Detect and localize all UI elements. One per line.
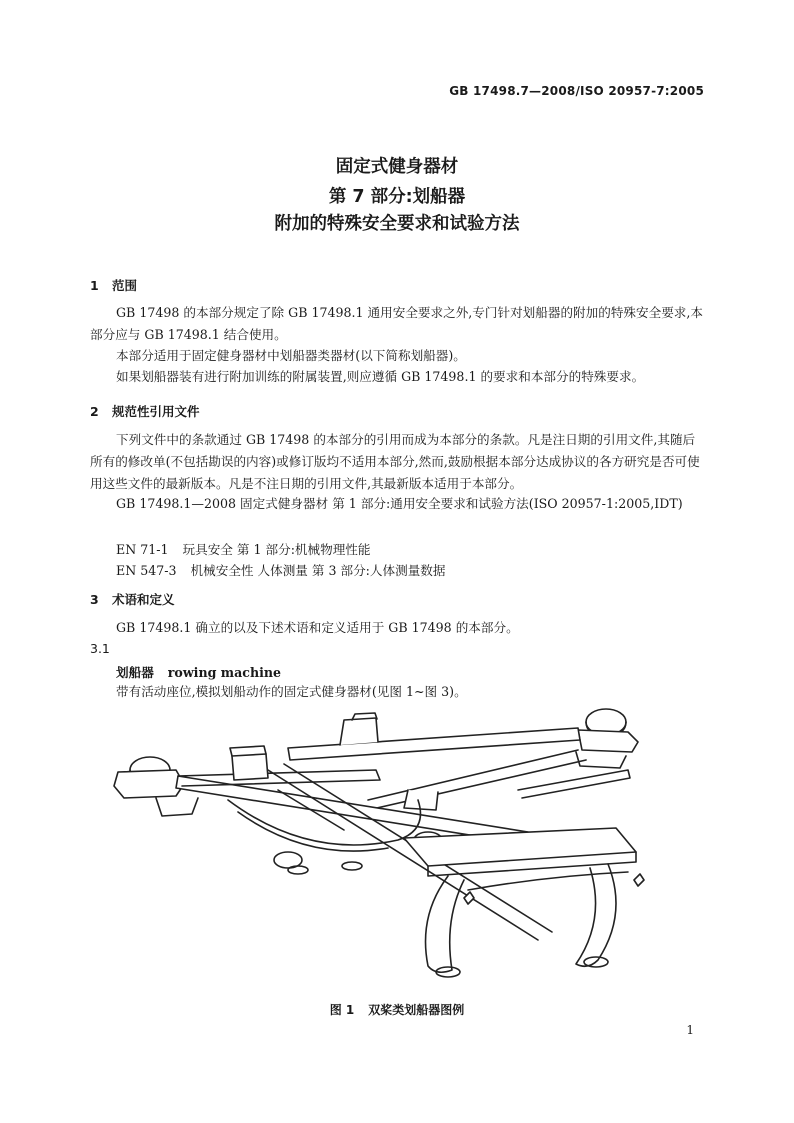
section-3-heading [90,590,175,608]
section-1-title: 范围 [112,278,138,293]
section-1-number: 1 [90,278,99,293]
section-2-paragraph-1: 下列文件中的条款通过 GB 17498 的本部分的引用而成为本部分的条款。凡是注日期的引用文件,其随后所有的修改单(不包括勘误的内容)或修订版均不适用本部分,然而,鼓励根据本部分达成协议的各方研究是否可使用这些文件的最新版本。凡是不注日期的引用文件,其最新版本适用于本部分。 [90,432,700,491]
figure-number: 图 1 [329,1003,355,1017]
reference-gb17498-1: GB 17498.1—2008 固定式健身器材 第 1 部分:通用安全要求和试验方法(ISO 20957-1:2005,IDT) [116,496,683,511]
section-2-heading [90,402,200,420]
section-3-title: 术语和定义 [112,592,175,607]
reference-en71-1-code: EN 71-1 [116,542,169,557]
reference-en547-3-title: 机械安全性 人体测量 第 3 部分:人体测量数据 [190,563,446,578]
rowing-machine-illustration [108,700,648,980]
standard-code: GB 17498.7—2008/ISO 20957-7:2005 [449,84,704,98]
reference-en71-1 [116,539,385,558]
section-1-paragraph-3: 如果划船器装有进行附加训练的附属装置,则应遵循 GB 17498.1 的要求和本部分的特殊要求。 [116,369,645,384]
title-line-2: 第 7 部分:划船器 [328,187,466,207]
term-entry [116,662,281,681]
term-english: rowing machine [167,665,282,680]
section-2-number: 2 [90,404,99,419]
page-number: 1 [686,1023,694,1037]
reference-en547-3-code: EN 547-3 [116,563,177,578]
section-2-title: 规范性引用文件 [112,404,200,419]
title-line-1: 固定式健身器材 [335,157,459,177]
subsection-3-1-number: 3.1 [90,641,110,656]
figure-caption [0,1001,794,1018]
section-3-number: 3 [90,592,99,607]
term-definition: 带有活动座位,模拟划船动作的固定式健身器材(见图 1~图 3)。 [116,684,467,699]
title-line-3: 附加的特殊安全要求和试验方法 [274,214,520,234]
section-1-paragraph-2: 本部分适用于固定健身器材中划船器类器材(以下简称划船器)。 [116,348,466,363]
section-3-paragraph-1: GB 17498.1 确立的以及下述术语和定义适用于 GB 17498 的本部分。 [116,620,519,635]
reference-en71-1-title: 玩具安全 第 1 部分:机械物理性能 [182,542,371,557]
figure-caption-text: 双桨类划船器图例 [368,1003,465,1017]
section-1-paragraph-1: GB 17498 的本部分规定了除 GB 17498.1 通用安全要求之外,专门针对划船器的附加的特殊安全要求,本部分应与 GB 17498.1 结合使用。 [90,305,703,342]
reference-en547-3 [116,560,460,579]
section-1-heading [90,276,137,294]
term-chinese: 划船器 [116,665,154,680]
